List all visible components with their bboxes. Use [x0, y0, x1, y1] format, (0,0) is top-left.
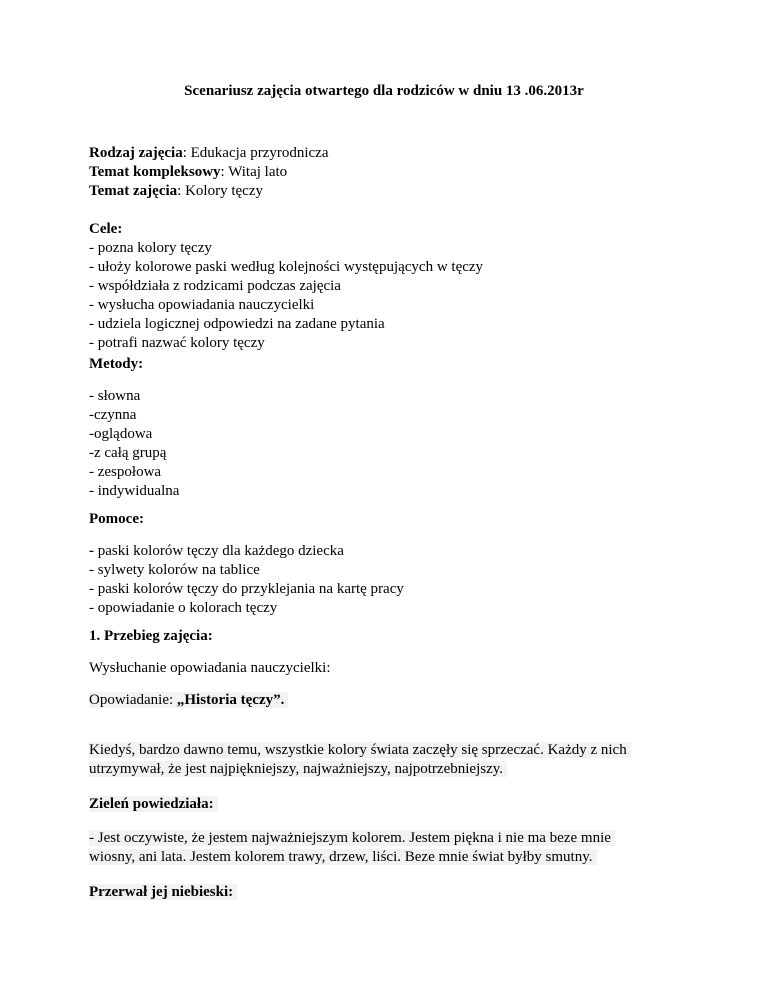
meta-line-temat-kompleksowy [89, 163, 709, 182]
list-item: - ułoży kolorowe paski według kolejności występujących w tęczy [89, 259, 484, 275]
przebieg-intro-block [89, 659, 709, 678]
cele-section [89, 220, 709, 353]
meta-value: : Witaj lato [220, 164, 288, 180]
metody-section [89, 355, 709, 374]
green-paragraph [89, 829, 709, 867]
metody-list [89, 387, 709, 501]
paragraph-line [89, 829, 709, 848]
blue-heading: Przerwał jej niebieski: [89, 884, 237, 900]
pomoce-section [89, 510, 709, 529]
paragraph-line [89, 760, 709, 779]
przebieg-intro: Wysłuchanie opowiadania nauczycielki: [89, 660, 331, 676]
list-item: - paski kolorów tęczy do przyklejania na kartę pracy [89, 581, 404, 597]
meta-label: Temat kompleksowy [89, 164, 221, 180]
green-heading: Zieleń powiedziała: [89, 796, 218, 812]
list-item: - udziela logicznej odpowiedzi na zadane pytania [89, 316, 385, 332]
story-title-block [89, 691, 709, 710]
paragraph-text: - Jest oczywiste, że jestem najważniejszym kolorem. Jestem piękna i nie ma beze mnie [89, 830, 615, 846]
green-heading-line [89, 795, 709, 814]
meta-block [89, 144, 709, 201]
list-item: - potrafi nazwać kolory tęczy [89, 335, 265, 351]
document-title: Scenariusz zajęcia otwartego dla rodziców w dniu 13 .06.2013r [184, 83, 584, 99]
meta-label: Temat zajęcia [89, 183, 178, 199]
metody-heading: Metody: [89, 356, 144, 372]
story-paragraph [89, 741, 709, 779]
list-item: -czynna [89, 407, 137, 423]
list-item: - opowiadanie o kolorach tęczy [89, 600, 278, 616]
meta-value: : Edukacja przyrodnicza [182, 145, 329, 161]
meta-value: : Kolory tęczy [177, 183, 263, 199]
cele-heading: Cele: [89, 221, 123, 237]
przebieg-section [89, 627, 709, 646]
green-heading-block [89, 795, 709, 814]
story-title-line [89, 691, 709, 710]
list-item [89, 542, 709, 561]
list-item: - pozna kolory tęczy [89, 240, 212, 256]
pomoce-list [89, 542, 709, 618]
list-item-text: paski kolorów tęczy dla każdego dziecka [94, 543, 344, 559]
meta-label: Rodzaj zajęcia [89, 145, 183, 161]
blue-heading-line [89, 883, 709, 902]
paragraph-line [89, 848, 709, 867]
paragraph-text: utrzymywał, że jest najpiękniejszy, najważniejszy, najpotrzebniejszy. [89, 761, 507, 777]
przebieg-heading: 1. Przebieg zajęcia: [89, 628, 213, 644]
list-item: -z całą grupą [89, 445, 167, 461]
meta-line-rodzaj [89, 144, 709, 163]
list-item: - zespołowa [89, 464, 162, 480]
list-item: -oglądowa [89, 426, 153, 442]
list-item: - sylwety kolorów na tablice [89, 562, 260, 578]
story-title-highlight [89, 692, 288, 708]
list-item: - wysłucha opowiadania nauczycielki [89, 297, 315, 313]
meta-line-temat-zajecia [89, 182, 709, 201]
paragraph-line [89, 741, 709, 760]
paragraph-text: Kiedyś, bardzo dawno temu, wszystkie kolory świata zaczęły się sprzeczać. Każdy z nich [89, 742, 631, 758]
blue-heading-block [89, 883, 709, 902]
story-title: „Historia tęczy”. [176, 692, 285, 708]
list-item: - indywidualna [89, 483, 180, 499]
list-dash: - [89, 543, 94, 559]
paragraph-text: wiosny, ani lata. Jestem kolorem trawy, drzew, liści. Beze mnie świat byłby smutny. [89, 849, 597, 865]
pomoce-heading: Pomoce: [89, 511, 144, 527]
story-label: Opowiadanie: [89, 692, 177, 708]
list-item: - słowna [89, 388, 141, 404]
list-item: - współdziała z rodzicami podczas zajęcia [89, 278, 341, 294]
